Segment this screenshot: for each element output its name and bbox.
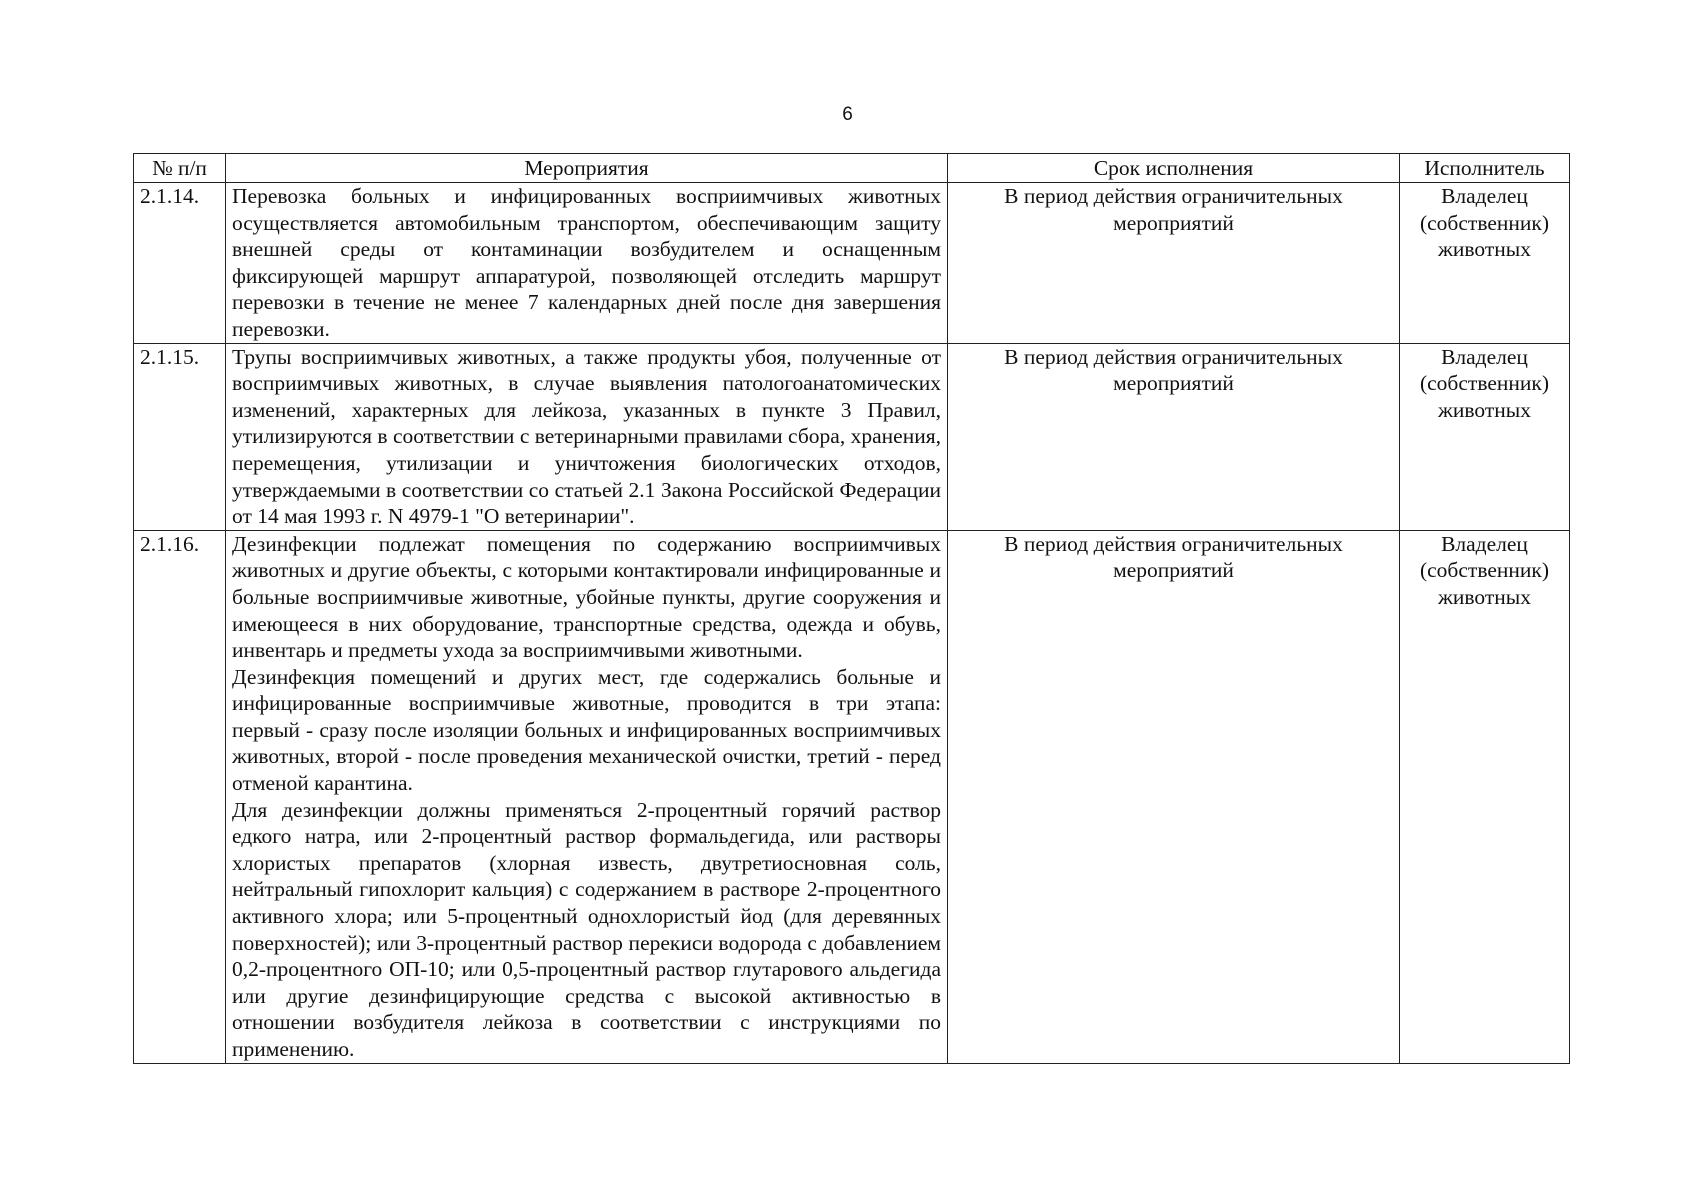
header-term: Срок исполнения [948, 154, 1400, 183]
table-row [134, 343, 1570, 530]
row-action [226, 343, 948, 530]
row-action [226, 530, 948, 1063]
action-paragraph: Трупы восприимчивых животных, а также продукты убоя, полученные от восприимчивых животных, в случае выявления патологоанатомических изменений, характерных для лейкоза, указанных в пункте 3 Правил, утилизируются в соответствии с ветеринарными правилами сбора, хранения, перемещения, утилизации и уничтожения биологических отходов, утверждаемыми в соответствии со статьей 2.1 Закона Российской Федерации от 14 мая 1993 г. N 4979-1 "О ветеринарии". [232, 344, 941, 529]
action-paragraph: Перевозка больных и инфицированных восприимчивых животных осуществляется автомобильным транспортом, обеспечивающим защиту внешней среды от контаминации возбудителем и оснащенным фиксирующей маршрут аппаратурой, позволяющей отследить маршрут перевозки в течение не менее 7 календарных дней после дня завершения перевозки. [232, 184, 941, 341]
table-row [134, 530, 1570, 1063]
row-executor: Владелец (собственник) животных [1400, 343, 1570, 530]
action-paragraph: Для дезинфекции должны применяться 2-процентный горячий раствор едкого натра, или 2-процентный раствор формальдегида, или растворы хлористых препаратов (хлорная известь, двутретиосновная соль, нейтральный гипохлорит кальция) с содержанием в растворе 2-процентного активного хлора; или 5-процентный однохлористый йод (для деревянных поверхностей); или 3-процентный раствор перекиси водорода с добавлением 0,2-процентного ОП-10; или 0,5-процентный раствор глутарового альдегида или другие дезинфицирующие средства с высокой активностью в отношении возбудителя лейкоза в соответствии с инструкциями по применению. [232, 797, 941, 1061]
row-action [226, 183, 948, 344]
page-number: 6 [842, 104, 853, 125]
action-paragraph: Дезинфекции подлежат помещения по содержанию восприимчивых животных и другие объекты, с которыми контактировали инфицированные и больные восприимчивые животные, убойные пункты, другие сооружения и имеющееся в них оборудование, транспортные средства, одежда и обувь, инвентарь и предметы ухода за восприимчивыми животными. [232, 531, 941, 663]
row-number: 2.1.14. [134, 183, 226, 344]
table-header-row [134, 154, 1570, 183]
row-executor: Владелец (собственник) животных [1400, 183, 1570, 344]
action-paragraph: Дезинфекция помещений и других мест, где содержались больные и инфицированные восприимчивые животные, проводится в три этапа: первый - сразу после изоляции больных и инфицированных восприимчивых животных, второй - после проведения механической очистки, третий - перед отменой карантина. [232, 664, 941, 796]
row-number: 2.1.15. [134, 343, 226, 530]
row-term: В период действия ограничительных мероприятий [948, 343, 1400, 530]
header-num: № п/п [134, 154, 226, 183]
table-row [134, 183, 1570, 344]
row-term: В период действия ограничительных мероприятий [948, 183, 1400, 344]
row-executor: Владелец (собственник) животных [1400, 530, 1570, 1063]
header-action: Мероприятия [226, 154, 948, 183]
measures-table [133, 153, 1570, 1064]
row-term: В период действия ограничительных мероприятий [948, 530, 1400, 1063]
header-executor: Исполнитель [1400, 154, 1570, 183]
row-number: 2.1.16. [134, 530, 226, 1063]
